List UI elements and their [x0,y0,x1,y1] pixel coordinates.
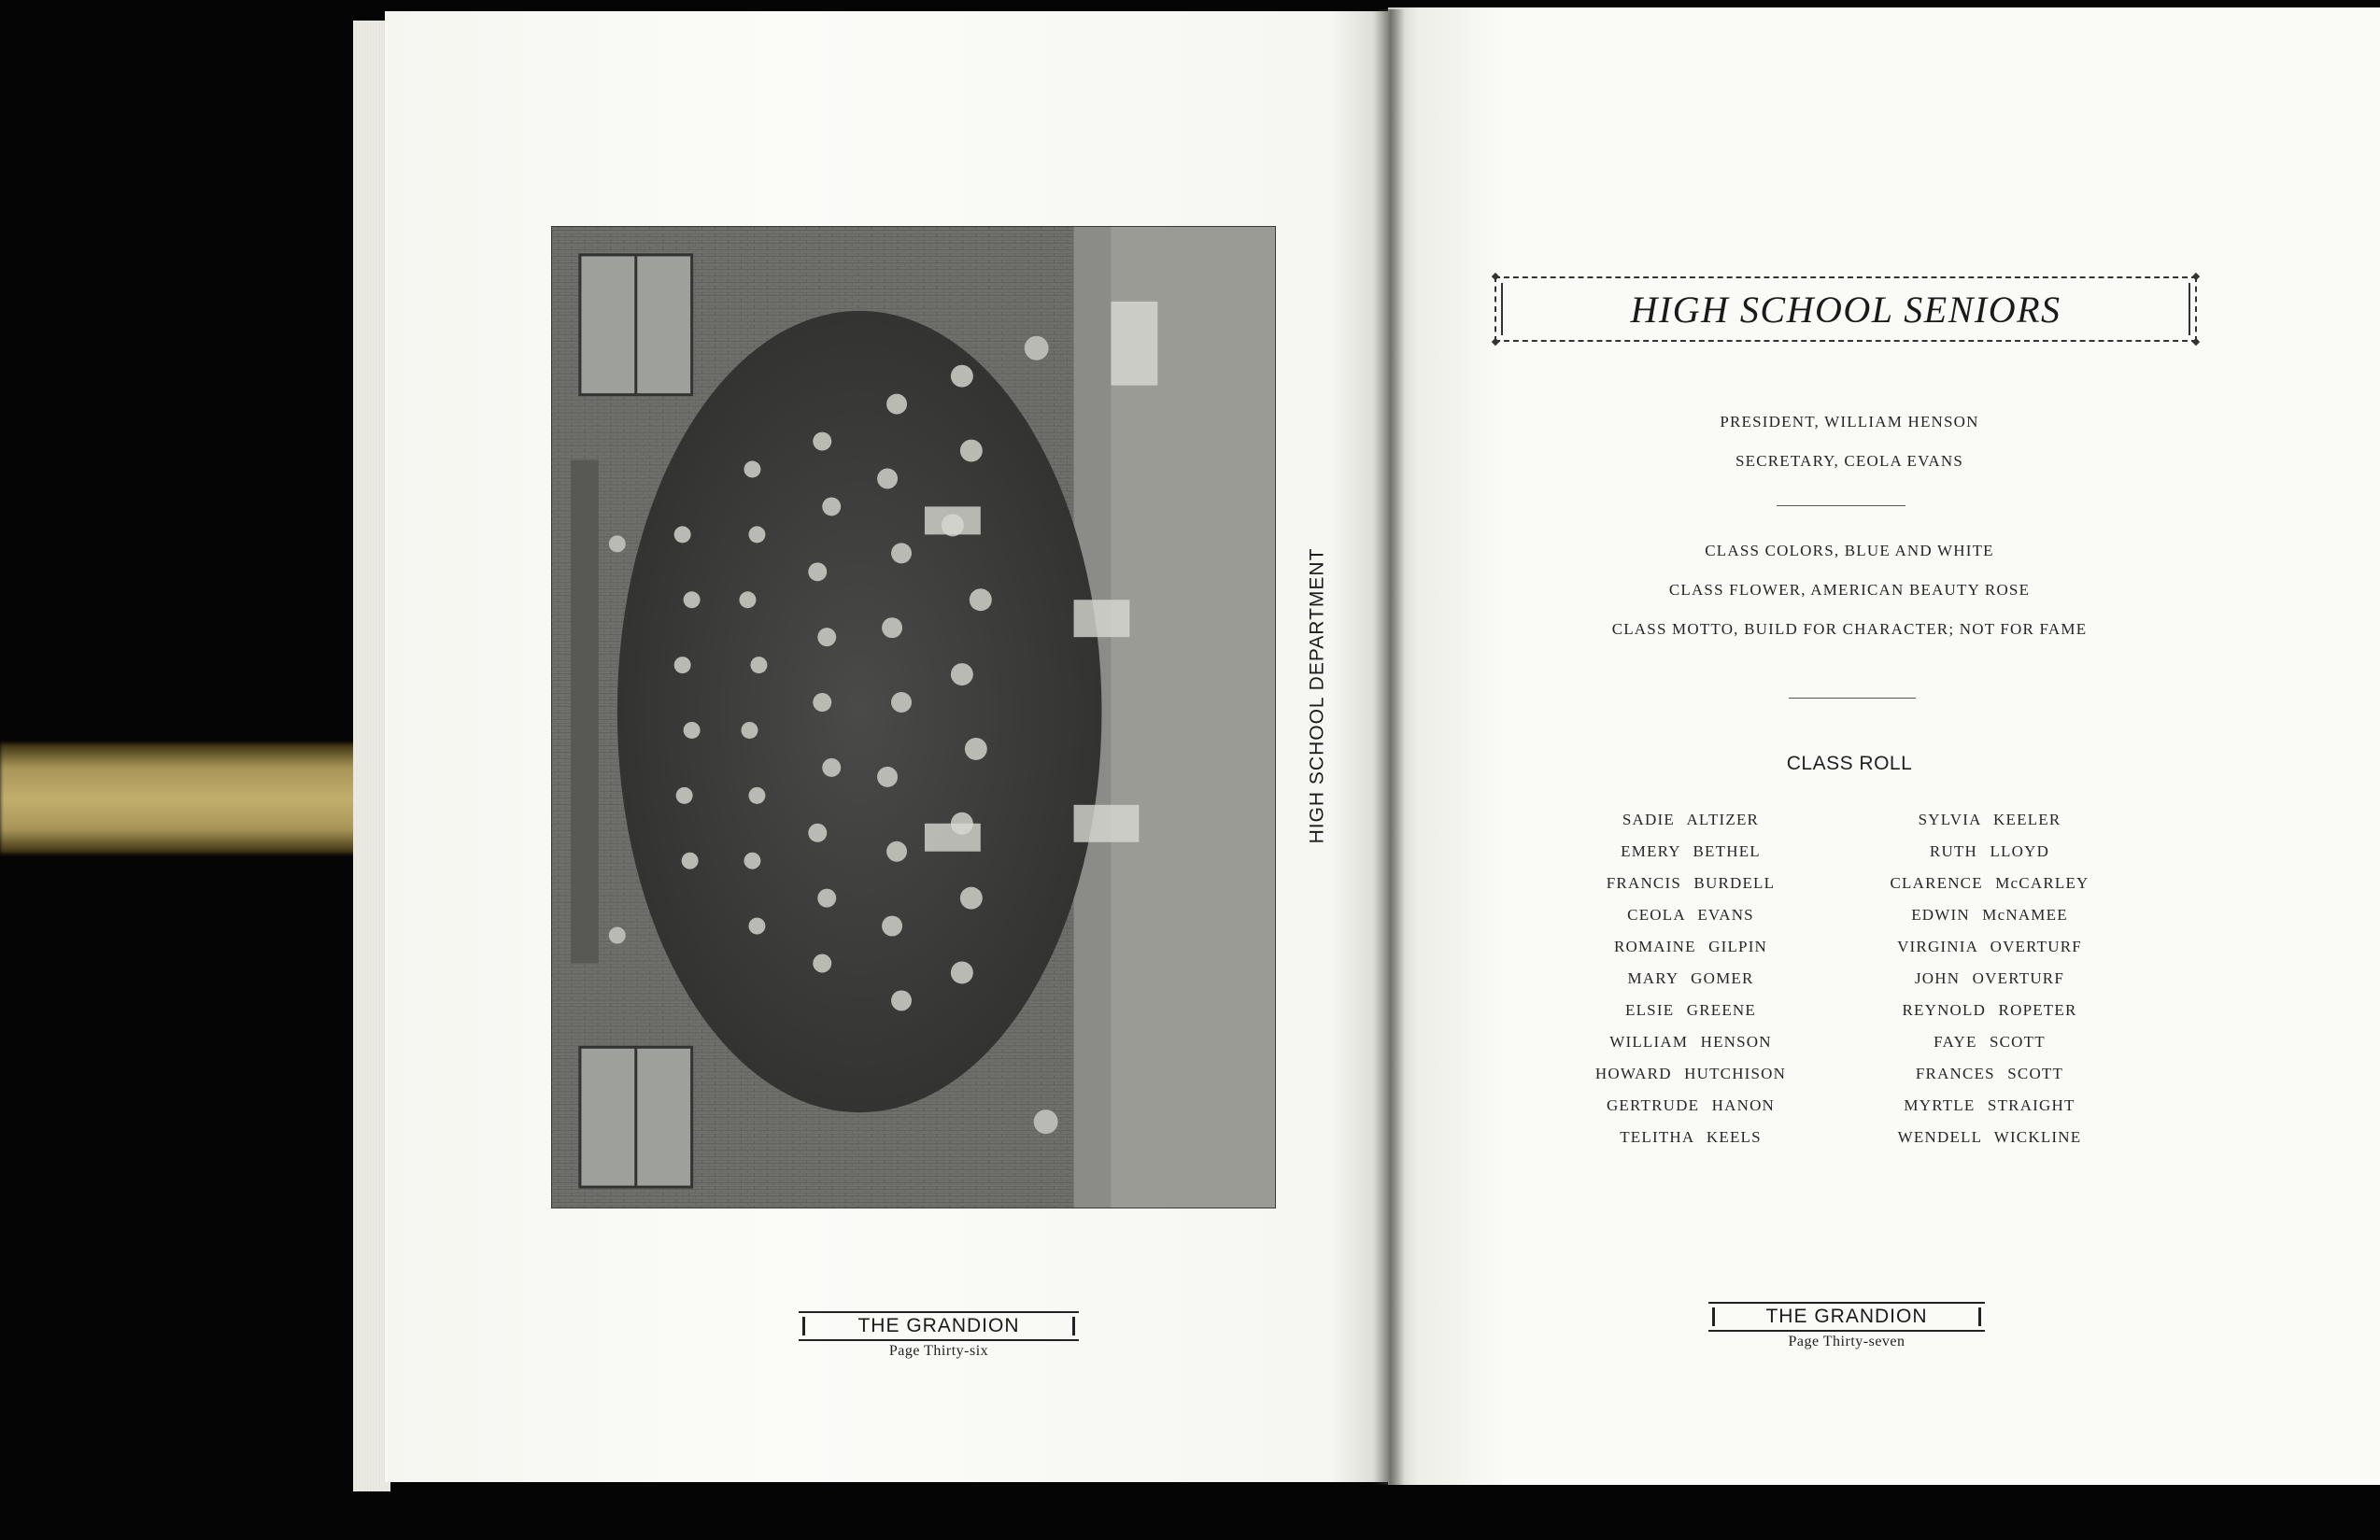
right-page [1388,7,2380,1485]
group-photograph [551,226,1276,1208]
ornament-icon: ◆ [1491,336,1500,347]
left-footer-banner [799,1311,1079,1341]
class-roll-right-column [1868,809,2111,1158]
roll-name: WILLIAM HENSON [1609,1033,1772,1051]
roll-name: FAYE SCOTT [1934,1033,2046,1051]
photo-illustration [552,227,1275,1208]
class-roll-heading: CLASS ROLL [1786,753,1913,774]
page-title: HIGH SCHOOL SENIORS [1630,288,2061,331]
right-footer-title: THE GRANDION [1765,1306,1928,1327]
roll-name: SYLVIA KEELER [1918,811,2061,828]
roll-name: ROMAINE GILPIN [1613,938,1768,955]
roll-name: CEOLA EVANS [1627,906,1754,924]
class-colors-line: CLASS COLORS, BLUE AND WHITE [1705,542,1994,559]
vertical-department-caption [1296,537,1338,855]
section-divider [1777,505,1905,506]
ornament-icon: ◆ [2191,336,2201,347]
roll-name: SADIE ALTIZER [1622,811,1760,828]
background-light-band [0,743,392,854]
ornament-icon: ◆ [1491,271,1500,282]
roll-name: WENDELL WICKLINE [1897,1128,2082,1146]
ornament-icon: ◆ [2191,271,2201,282]
class-flower-line: CLASS FLOWER, AMERICAN BEAUTY ROSE [1668,581,2031,599]
roll-name: ELSIE GREENE [1625,1001,1756,1019]
seniors-title-frame [1491,271,2201,347]
roll-name: MARY GOMER [1627,969,1754,987]
roll-name: GERTRUDE HANON [1606,1096,1776,1114]
right-footer-banner [1708,1302,1985,1332]
roll-name: FRANCIS BURDELL [1606,874,1776,892]
department-caption-text: HIGH SCHOOL DEPARTMENT [1306,547,1327,844]
class-motto-line: CLASS MOTTO, BUILD FOR CHARACTER; NOT FOR FAME [1611,620,2088,638]
roll-name: EMERY BETHEL [1621,842,1761,860]
left-footer-title: THE GRANDION [857,1315,1020,1336]
roll-name: VIRGINIA OVERTURF [1897,938,2082,955]
roll-name: RUTH LLOYD [1929,842,2050,860]
president-line: PRESIDENT, WILLIAM HENSON [1720,413,1979,431]
roll-name: MYRTLE STRAIGHT [1904,1096,2075,1114]
section-divider [1789,698,1916,699]
roll-name: TELITHA KEELS [1620,1128,1762,1146]
roll-name: FRANCES SCOTT [1915,1065,2064,1082]
left-page-number: Page Thirty-six [888,1343,989,1359]
roll-name: REYNOLD ROPETER [1902,1001,2077,1019]
roll-name: HOWARD HUTCHISON [1594,1065,1787,1082]
right-page-number: Page Thirty-seven [1788,1334,1905,1349]
book-gutter [1373,9,1405,1485]
roll-name: CLARENCE McCARLEY [1890,874,2090,892]
secretary-line: SECRETARY, CEOLA EVANS [1735,452,1964,470]
class-roll-left-column [1569,809,1812,1158]
roll-name: EDWIN McNAMEE [1911,906,2068,924]
roll-name: JOHN OVERTURF [1914,969,2064,987]
